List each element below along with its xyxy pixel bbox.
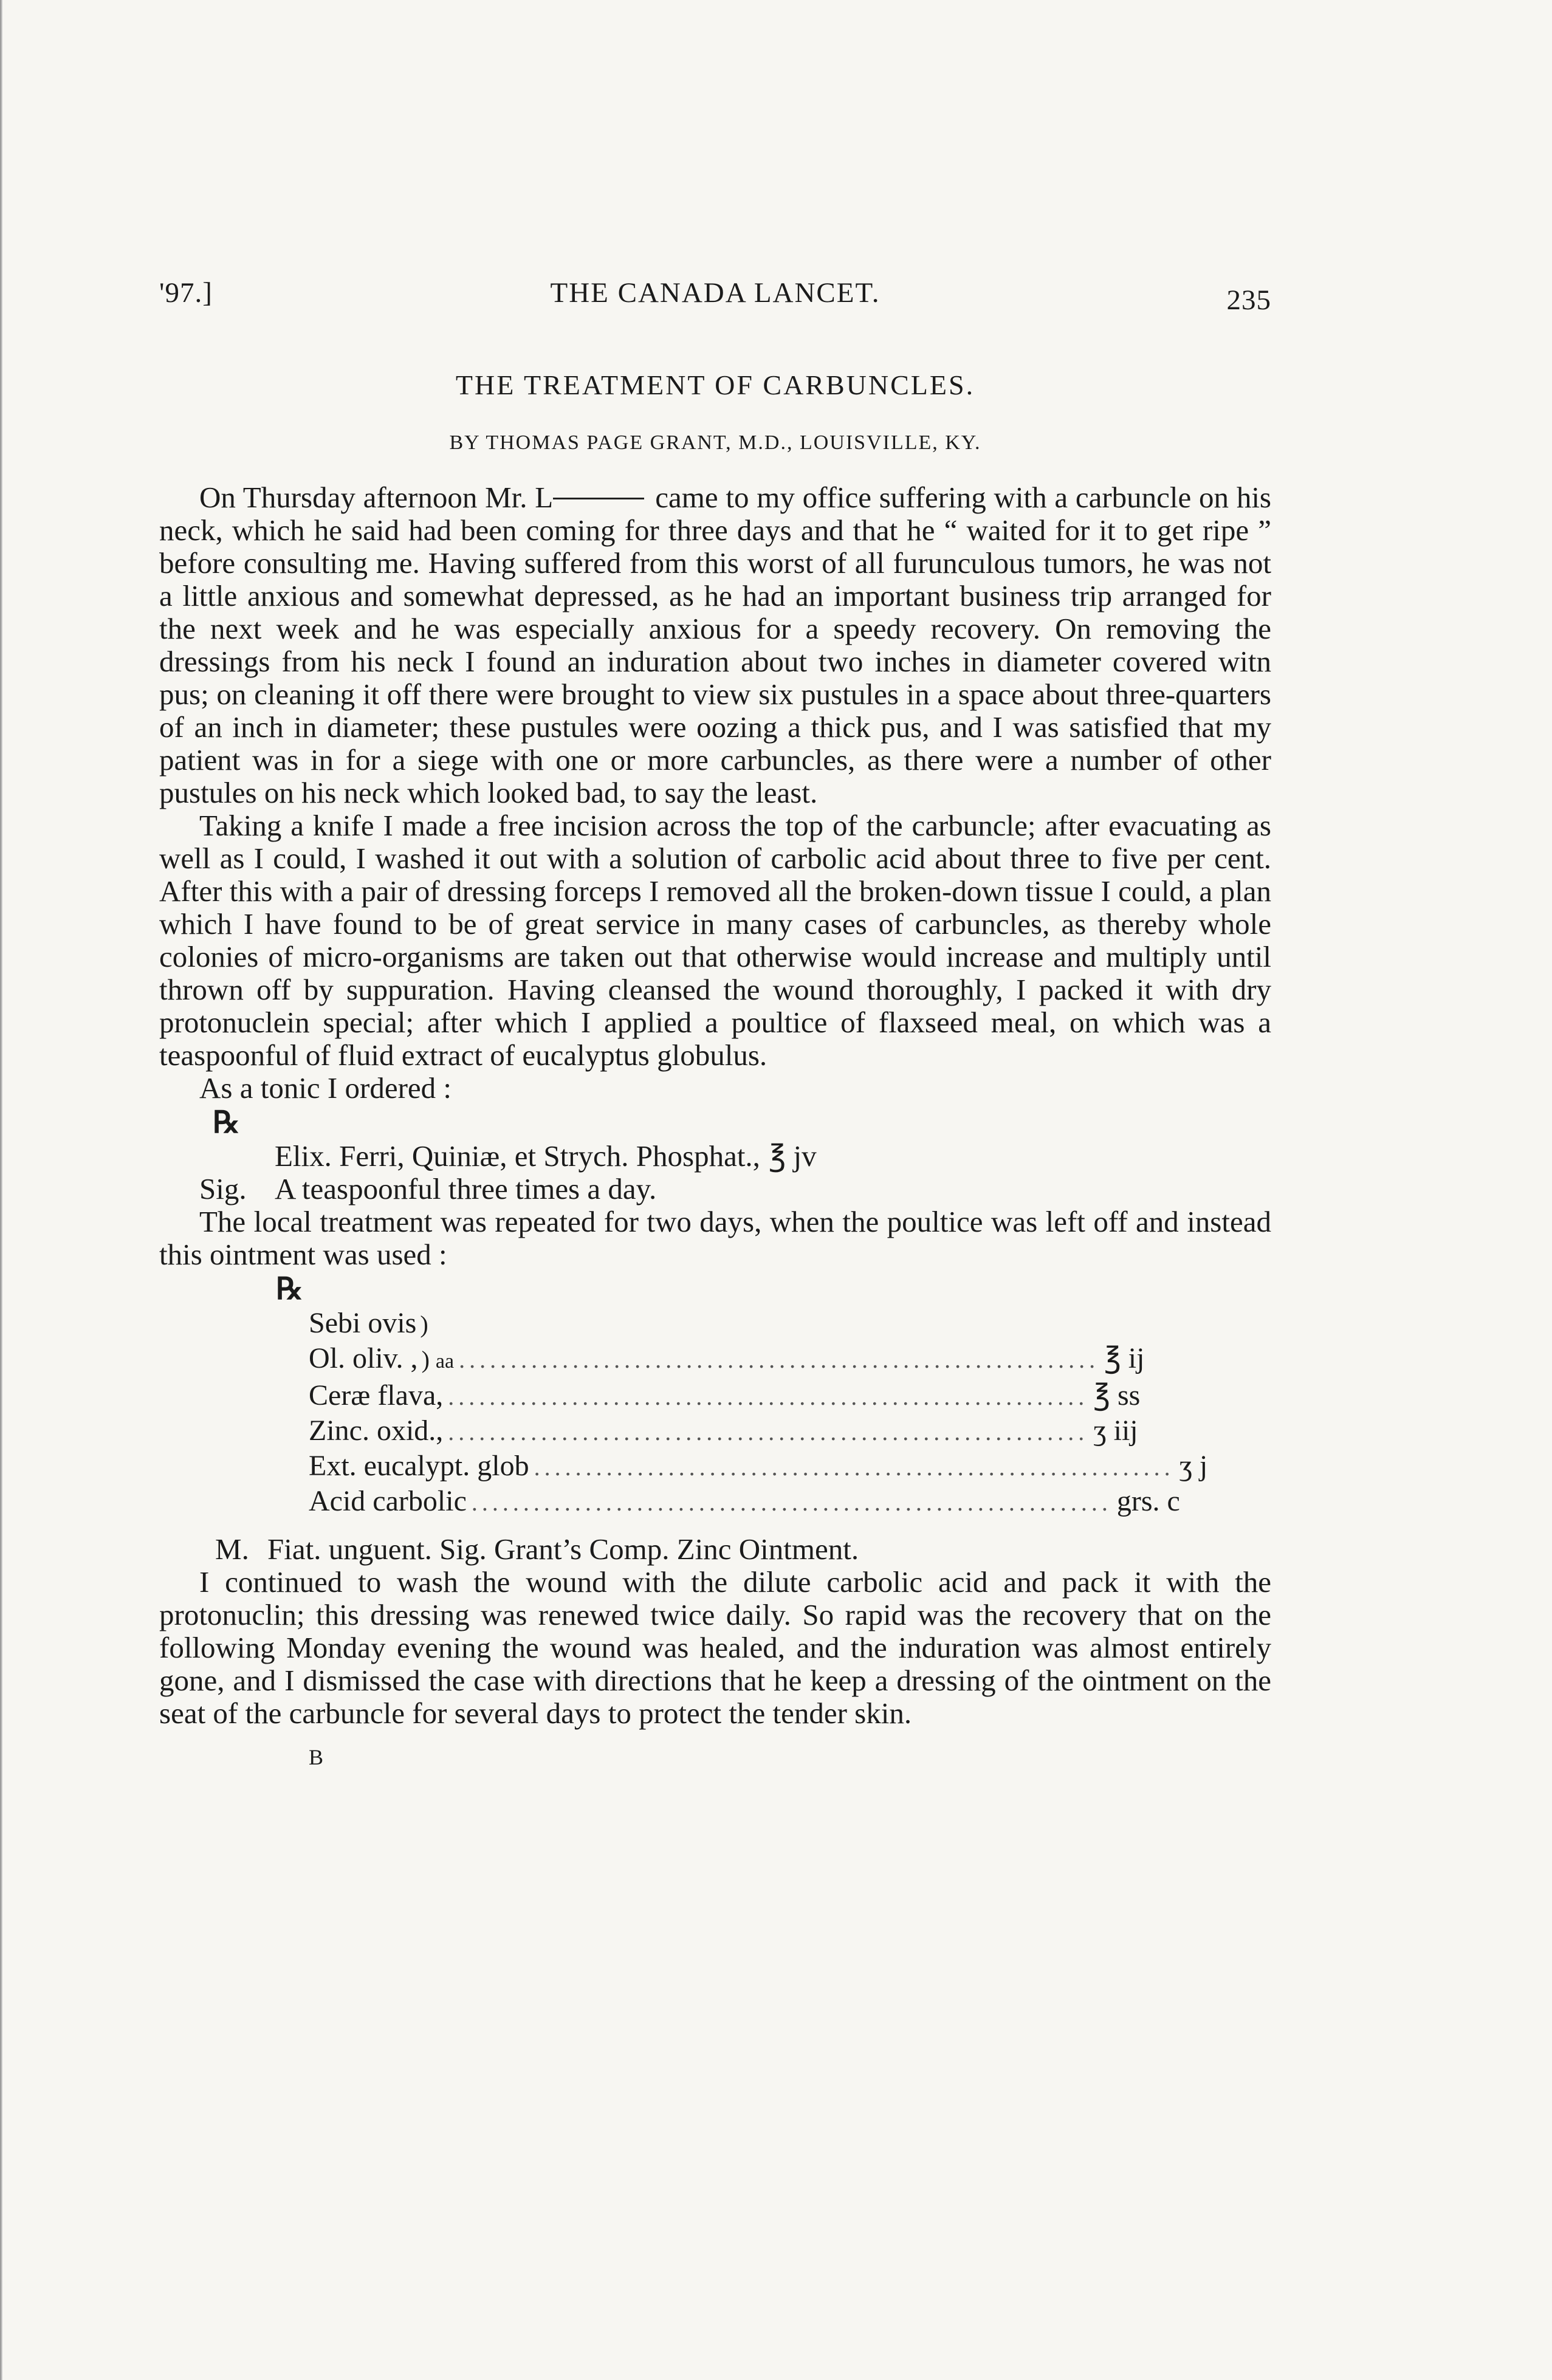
- brace-top: ): [420, 1311, 428, 1338]
- ingredient-row: [309, 1484, 1180, 1520]
- tonic-directions: [159, 1173, 1271, 1205]
- page-edge: [0, 0, 2, 2380]
- sig-label: Sig.: [199, 1172, 247, 1205]
- paragraph-1: [159, 481, 1271, 809]
- journal-page: [159, 276, 1271, 1774]
- page-number: 235: [1226, 284, 1271, 316]
- paragraph-5: I continued to wash the wound with the dilute carbolic acid and pack it with the protonuclin; this dressing was renewed twice daily. So rapid was the recovery that on the following Monday evening the wound was healed, and the induration was almost entirely gone, and I dismissed the case with directions that he keep a dressing of the ointment on the seat of the carbuncle for several days to protect the tender skin.: [159, 1565, 1271, 1730]
- ingredient-name: Acid carbolic: [309, 1485, 467, 1517]
- ointment-formula: [309, 1306, 1208, 1520]
- ingredient-name: Zinc. oxid.,: [309, 1415, 444, 1447]
- rx-symbol-ointment: ℞: [276, 1272, 303, 1306]
- ingredient-row: [309, 1379, 1141, 1414]
- ingredient-row: [309, 1414, 1138, 1449]
- ingredient-name: Sebi ovis: [309, 1307, 417, 1339]
- aa-label: aa: [435, 1350, 455, 1373]
- rx-symbol: ℞: [213, 1105, 240, 1139]
- leader-dots: ..............................................................: [471, 1489, 1112, 1516]
- name-dash: [553, 498, 644, 499]
- article-title: THE TREATMENT OF CARBUNCLES.: [455, 369, 975, 400]
- leader-dots: ..............................................................: [448, 1383, 1089, 1410]
- ingredient-row: [309, 1449, 1208, 1484]
- ingredient-quantity: ʒ j: [1179, 1450, 1208, 1482]
- paragraph-3: As a tonic I ordered :: [199, 1071, 452, 1105]
- ingredient-name: Ext. eucalypt. glob: [309, 1450, 529, 1482]
- paragraph-2: Taking a knife I made a free incision across the top of the carbuncle; after evacuating as well as I could, I washed it out with a solution of carbolic acid about three to five per cent. After this with a pair of dressing forceps I removed all the broken-down tissue I could, a plan which I have found to be of great service in many cases of carbuncles, as thereby whole colonies of micro-organisms are taken out that otherwise would increase and multiply until thrown off by suppuration. Having cleansed the wound thoroughly, I packed it with dry protonuclein special; after which I applied a poultice of flaxseed meal, on which was a teaspoonful of fluid extract of eucalyptus globulus.: [159, 809, 1271, 1072]
- ingredient-quantity: grs. c: [1116, 1485, 1180, 1517]
- brace-bottom: ): [421, 1346, 430, 1373]
- ingredient-row: [309, 1306, 1056, 1342]
- article-body: [159, 481, 1271, 1774]
- tonic-formula-text: Elix. Ferri, Quiniæ, et Strych. Phosphat.,: [275, 1139, 760, 1173]
- paragraph-1-start: On Thursday afternoon Mr. L: [199, 481, 554, 514]
- tonic-formula: [159, 1140, 1271, 1173]
- ingredient-row: [309, 1342, 1145, 1379]
- tonic-prescription: [159, 1105, 1271, 1205]
- leader-dots: ..............................................................: [534, 1453, 1175, 1481]
- journal-title: THE CANADA LANCET.: [550, 277, 881, 309]
- ingredient-name: Ceræ flava,: [309, 1379, 444, 1411]
- ingredient-name: Ol. oliv. ,: [309, 1342, 418, 1374]
- tonic-dose: ℥ jv: [768, 1139, 817, 1173]
- volume-year: '97.]: [159, 277, 213, 309]
- misce-label: M.: [215, 1532, 249, 1566]
- running-head: [159, 276, 1271, 325]
- ingredient-quantity: ℥ ij: [1104, 1342, 1145, 1374]
- sig-text: A teaspoonful three times a day.: [275, 1172, 657, 1205]
- leader-dots: ..............................................................: [448, 1418, 1089, 1445]
- leader-dots: ..............................................................: [459, 1346, 1100, 1373]
- ointment-directions: [159, 1533, 1271, 1566]
- fiat-text: Fiat. unguent. Sig. Grant’s Comp. Zinc Ointment.: [267, 1532, 859, 1566]
- article-byline: BY THOMAS PAGE GRANT, M.D., LOUISVILLE, KY.: [449, 431, 981, 454]
- ingredient-quantity: ʒ iij: [1093, 1415, 1138, 1447]
- ingredient-quantity: ℥ ss: [1093, 1379, 1141, 1411]
- paragraph-4: The local treatment was repeated for two days, when the poultice was left off and instead this ointment was used :: [159, 1205, 1271, 1271]
- signature-mark: B: [309, 1745, 324, 1769]
- paragraph-1-rest: came to my office suffering with a carbuncle on his neck, which he said had been coming for three days and that he “ waited for it to get ripe ” before consulting me. Having suffered from this worst of all furunculous tumors, he was not a little anxious and somewhat depressed, as he had an important business trip arranged for the next week and he was especially anxious for a speedy recovery. On removing the dressings from his neck I found an induration about two inches in diameter covered witn pus; on cleaning it off there were brought to view six pustules in a space about three-quarters of an inch in diameter; these pustules were oozing a thick pus, and I was satisfied that my patient was in for a siege with one or more carbuncles, as there were a number of other pustules on his neck which looked bad, to say the least.: [159, 481, 1271, 809]
